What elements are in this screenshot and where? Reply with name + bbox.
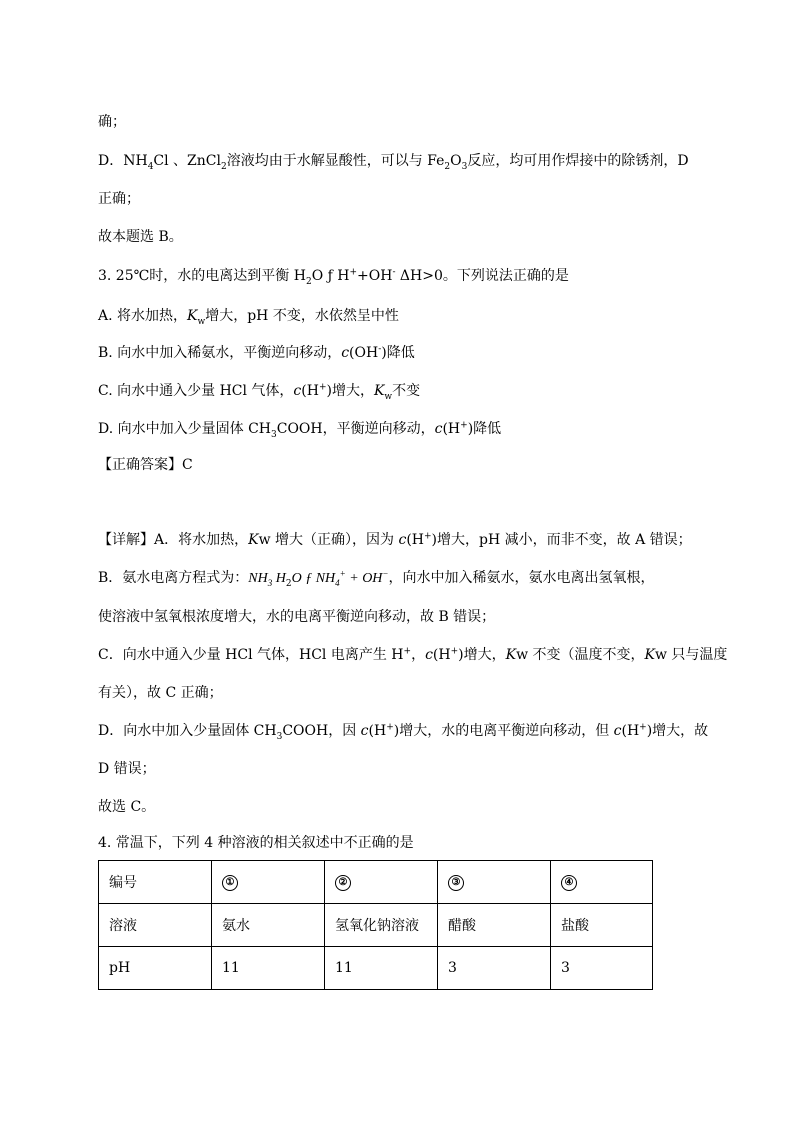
table-cell: 盐酸 [551, 904, 653, 947]
question-4: 4. 常温下，下列 4 种溶液的相关叙述中不正确的是 [98, 835, 414, 851]
option-a: A. 将水加热，$K_w$增大，pH 不变，水依然呈中性 [98, 308, 399, 327]
correct-answer: 【正确答案】C [98, 457, 193, 473]
explanation-line: 有关），故 C 正确； [98, 685, 223, 701]
table-cell: 3 [551, 947, 653, 990]
text-line: 确； [98, 114, 126, 130]
explanation-line: D．向水中加入少量固体 $CH_3COOH$，因 c(H+)增大，水的电离平衡逆向移动，但 c(H+)增大，故 [98, 722, 709, 742]
option-c: C. 向水中通入少量 HCl 气体，c(H+)增大，$K_w$不变 [98, 382, 421, 402]
table-cell: 溶液 [99, 904, 212, 947]
table-row [99, 947, 653, 990]
table-cell [551, 861, 653, 904]
table-cell: pH [99, 947, 212, 990]
circled-number: ① [222, 875, 238, 891]
solution-table [98, 860, 653, 990]
table-cell [212, 861, 325, 904]
explanation-line: 【详解】A．将水加热，Kw 增大（正确），因为 c(H+)增大，pH 减小，而非不变，故 A 错误； [98, 531, 692, 548]
explanation-line: 故选 C。 [98, 799, 156, 815]
circled-number: ② [335, 875, 351, 891]
question-3: 3. 25℃时，水的电离达到平衡 $H_2O$ ƒ H++OH- ΔH>0。下列说法正确的是 [98, 267, 569, 287]
explanation-line: 使溶液中氢氧根浓度增大，水的电离平衡逆向移动，故 B 错误； [98, 609, 496, 625]
circled-number: ③ [448, 875, 464, 891]
table-cell [325, 861, 438, 904]
table-cell: 3 [438, 947, 551, 990]
table-row [99, 861, 653, 904]
table-cell: 11 [325, 947, 438, 990]
table-cell: 氢氧化钠溶液 [325, 904, 438, 947]
table-row [99, 904, 653, 947]
table-cell: 11 [212, 947, 325, 990]
explanation-line: D 错误； [98, 761, 156, 777]
table-cell: 编号 [99, 861, 212, 904]
explanation-line: B．氨水电离方程式为：$NH_3$ $H_2O$ ƒ $NH_4^+ + OH^-$，向水中加入稀氨水，氨水电离出氢氧根， [98, 568, 655, 589]
table-cell: 氨水 [212, 904, 325, 947]
text-line: D．$NH_4Cl$ 、ZnCl$_2$溶液均由于水解显酸性，可以与 $Fe_2O_3$反应，均可用作焊接中的除锈剂，D [98, 153, 689, 172]
text-line: 正确； [98, 191, 140, 207]
text-line: 故本题选 B。 [98, 229, 183, 245]
explanation-line: C．向水中通入少量 HCl 气体，HCl 电离产生 H+，c(H+)增大，Kw 不变（温度不变，Kw 只与温度 [98, 646, 728, 663]
option-b: B. 向水中加入稀氨水，平衡逆向移动，c(OH-)降低 [98, 344, 415, 361]
table-cell: 醋酸 [438, 904, 551, 947]
option-d: D. 向水中加入少量固体 $CH_3COOH$，平衡逆向移动，c(H+)降低 [98, 420, 502, 440]
table-cell [438, 861, 551, 904]
circled-number: ④ [561, 875, 577, 891]
